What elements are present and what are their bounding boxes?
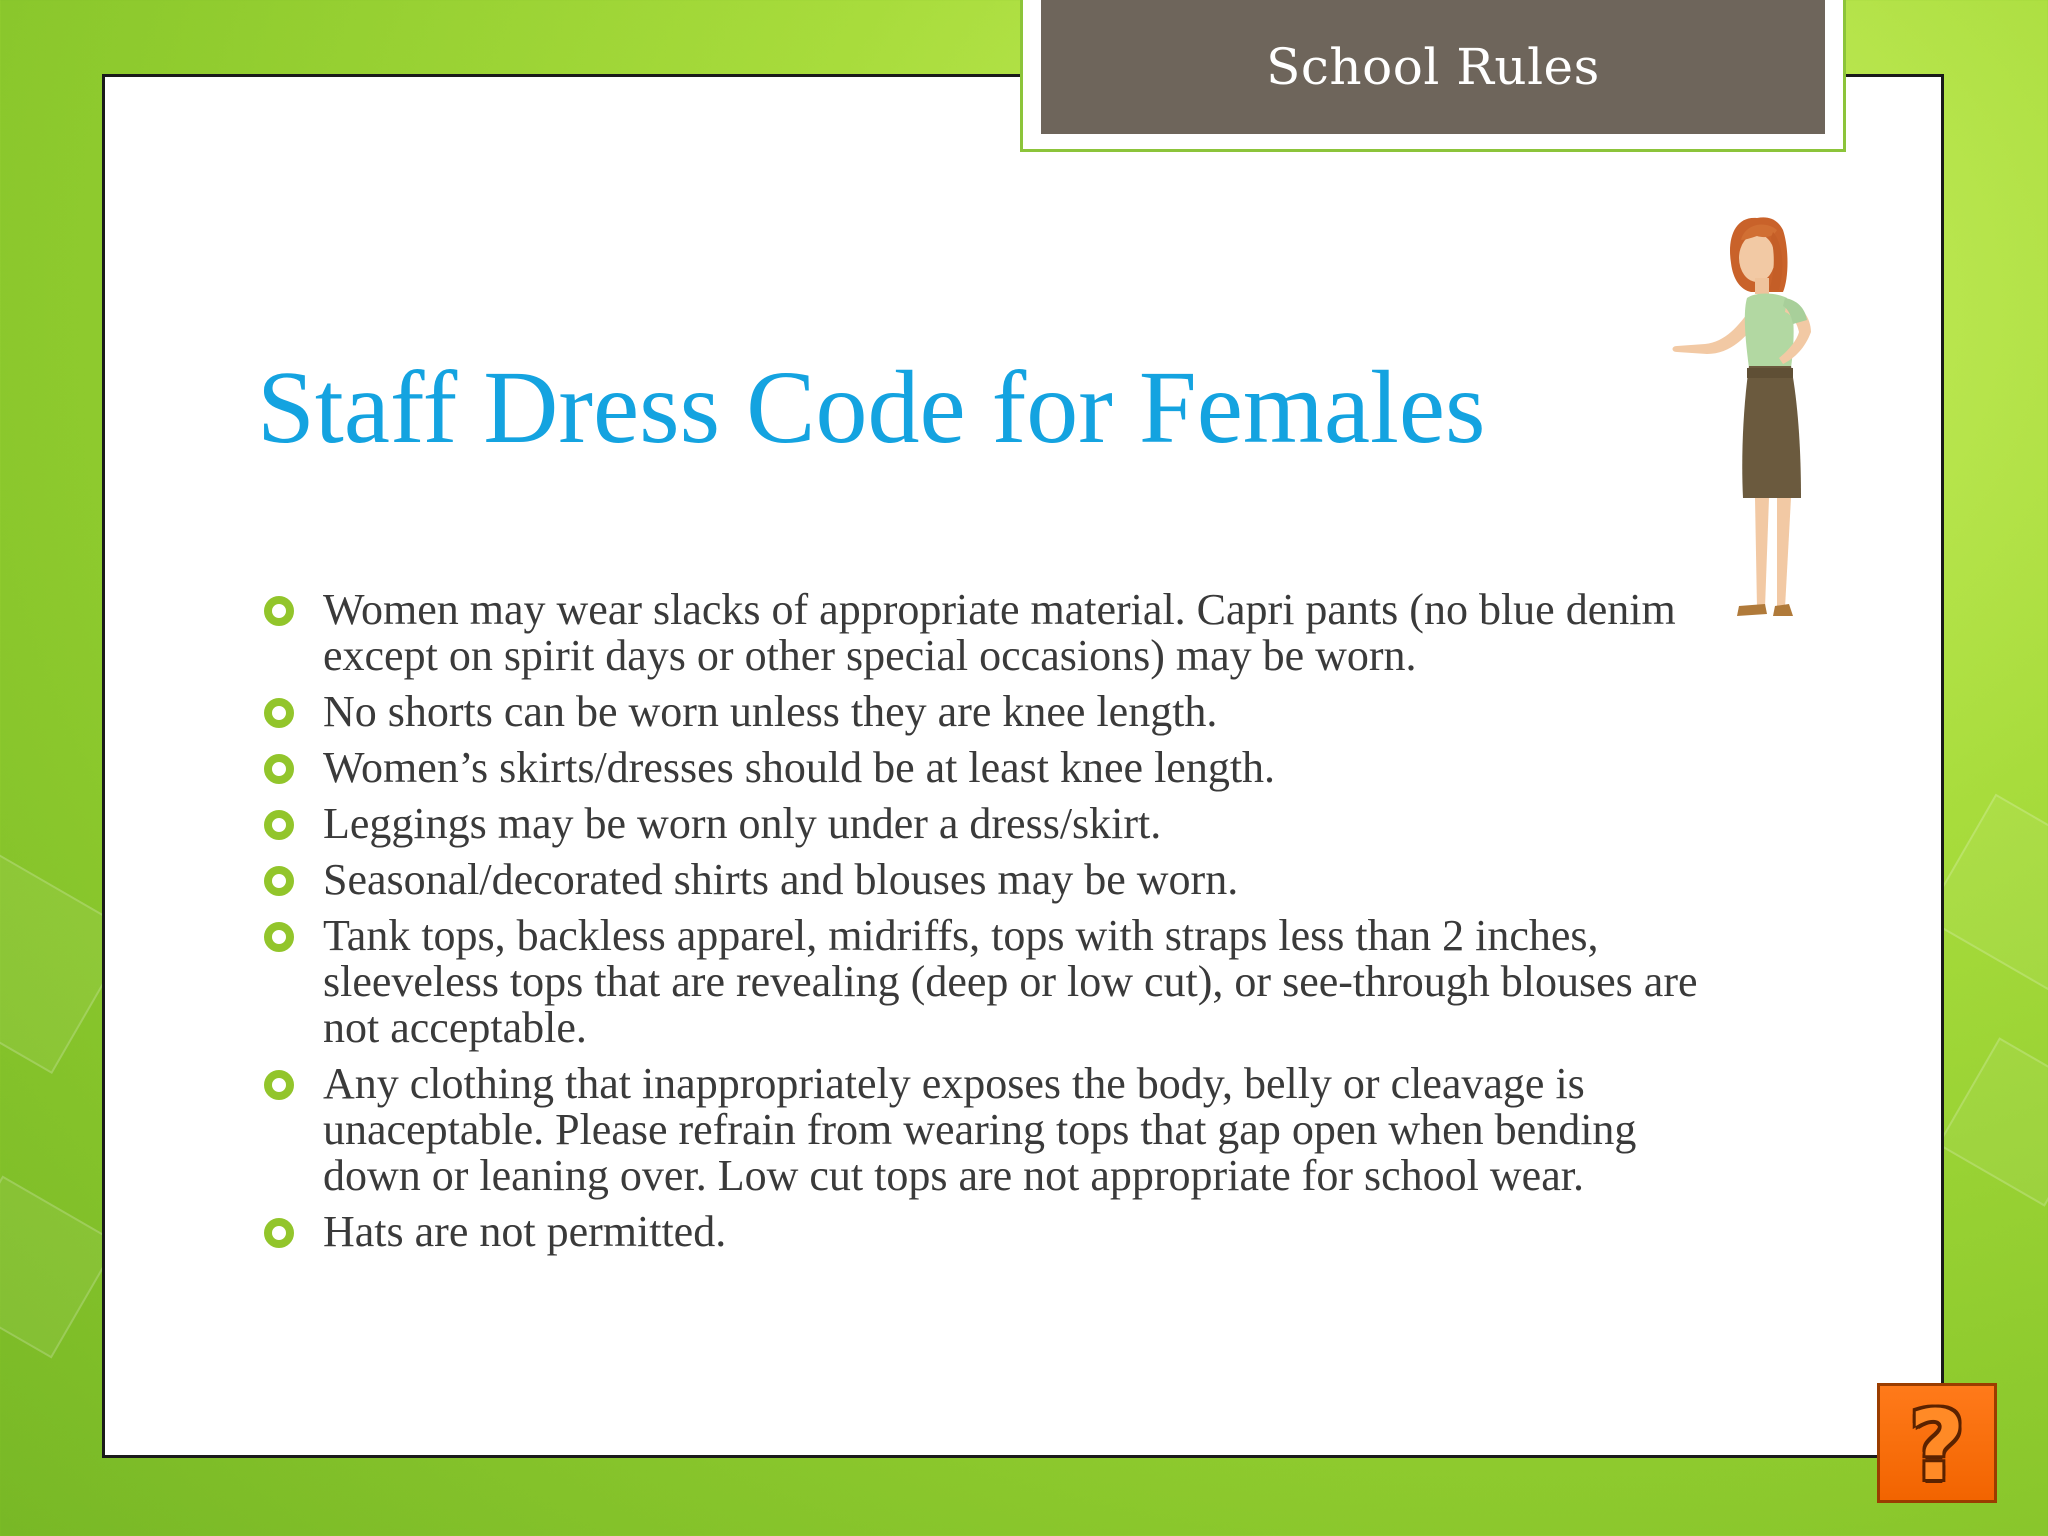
list-item: [261, 745, 1741, 791]
bullet-text: Women’s skirts/dresses should be at least knee length.: [323, 743, 1276, 792]
bullet-text: Leggings may be worn only under a dress/skirt.: [323, 799, 1162, 848]
bullet-text: Women may wear slacks of appropriate material. Capri pants (no blue denim except on spirit days or other special occasions) may be worn.: [323, 585, 1676, 680]
slide-content-area: [102, 74, 1965, 1502]
section-tab-label: School Rules: [1266, 38, 1600, 96]
bullet-icon: [264, 754, 294, 784]
background-hexagon: [0, 1175, 119, 1358]
bullet-text: Hats are not permitted.: [323, 1207, 727, 1256]
list-item: [261, 689, 1741, 735]
bullet-text: Tank tops, backless apparel, midriffs, tops with straps less than 2 inches, sleeveless tops that are revealing (deep or low cut), or see-through blouses are not acceptable.: [323, 911, 1698, 1052]
bullet-text: Any clothing that inappropriately exposes the body, belly or cleavage is unaceptable. Please refrain from wearing tops that gap open when bending down or leaning over. Low cut tops are not appropriate for school wear.: [323, 1059, 1637, 1200]
section-tab: [1020, 0, 1846, 152]
bullet-icon: [264, 596, 294, 626]
bullet-icon: [264, 866, 294, 896]
bullet-text: No shorts can be worn unless they are knee length.: [323, 687, 1218, 736]
bullet-text: Seasonal/decorated shirts and blouses may be worn.: [323, 855, 1239, 904]
bullet-icon: [264, 922, 294, 952]
help-button[interactable]: [1877, 1383, 1997, 1503]
list-item: [261, 1061, 1741, 1199]
question-mark-icon: ?: [1909, 1390, 1965, 1502]
list-item: [261, 1209, 1741, 1255]
background-hexagon: [1937, 1037, 2048, 1206]
list-item: [261, 801, 1741, 847]
bullet-list: [261, 587, 1741, 1265]
list-item: [261, 913, 1741, 1051]
list-item: [261, 857, 1741, 903]
bullet-icon: [264, 810, 294, 840]
bullet-icon: [264, 698, 294, 728]
bullet-icon: [264, 1070, 294, 1100]
slide-title: Staff Dress Code for Females: [257, 350, 1486, 465]
woman-presenter-illustration: [1665, 208, 1885, 768]
list-item: [261, 587, 1741, 679]
bullet-icon: [264, 1218, 294, 1248]
section-tab-inner: [1041, 0, 1825, 134]
